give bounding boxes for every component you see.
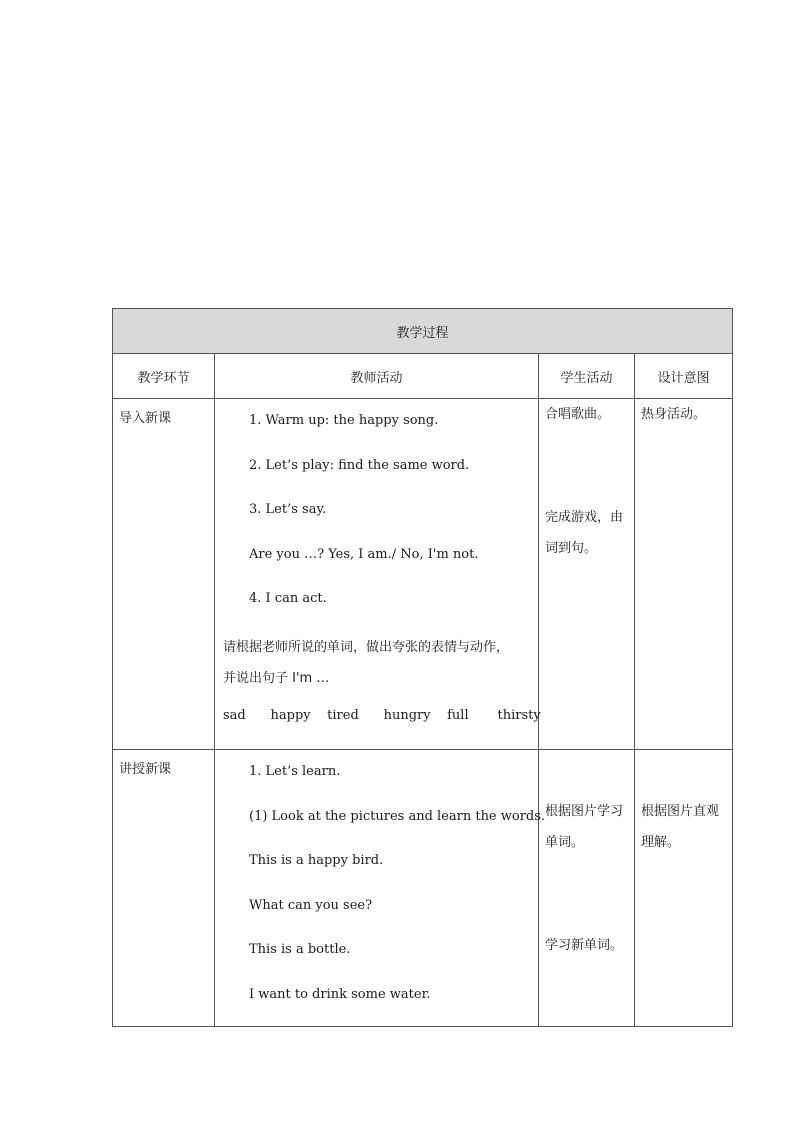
student-activity-text: 根据图片学习单词。 (545, 804, 624, 850)
table-title-row (113, 309, 733, 354)
student-activity-cell (539, 399, 635, 750)
header-student-activity: 学生活动 (539, 354, 635, 399)
table-title: 教学过程 (113, 309, 733, 354)
table-row (113, 399, 733, 750)
teacher-line: 4. I can act. (249, 591, 327, 606)
design-intent-text: 热身活动。 (641, 407, 707, 422)
design-intent-cell (635, 399, 733, 750)
student-activity-text: 合唱歌曲。 (545, 407, 611, 422)
teacher-line: 1. Warm up: the happy song. (249, 413, 439, 428)
student-activity-cell (539, 750, 635, 1027)
header-design-intent: 设计意图 (635, 354, 733, 399)
student-activity-text: 学习新单词。 (545, 938, 624, 953)
instruction-line: 请根据老师所说的单词，做出夸张的表情与动作， (223, 639, 510, 655)
table-row (113, 750, 733, 1027)
teacher-activity-cell (215, 750, 546, 1027)
student-activity-text: 完成游戏，由词到句。 (545, 510, 624, 556)
instruction-line: 并说出句子 I'm … (223, 670, 330, 686)
teacher-line: 1. Let’s learn. (249, 764, 341, 779)
lesson-plan-table (112, 308, 733, 1027)
design-intent-text: 根据图片直观理解。 (641, 804, 720, 850)
teacher-line: This is a happy bird. (249, 853, 384, 868)
teacher-line: I want to drink some water. (249, 986, 431, 1002)
header-stage: 教学环节 (113, 354, 215, 399)
design-intent-cell (635, 750, 733, 1027)
teacher-line: This is a bottle. (249, 942, 351, 957)
stage-cell: 导入新课 (113, 399, 215, 750)
table-header-row (113, 354, 733, 399)
teacher-line: Are you …? Yes, I am./ No, I'm not. (249, 546, 479, 562)
stage-cell: 讲授新课 (113, 750, 215, 1027)
teacher-line: What can you see? (249, 897, 373, 913)
header-teacher-activity: 教师活动 (215, 354, 539, 399)
teacher-line: 3. Let’s say. (249, 502, 327, 517)
teacher-line: (1) Look at the pictures and learn the words. (249, 808, 546, 824)
emotion-words: sad happy tired hungry full thirsty (223, 707, 541, 723)
teacher-line: 2. Let’s play: find the same word. (249, 457, 470, 473)
teacher-activity-cell (215, 399, 539, 750)
